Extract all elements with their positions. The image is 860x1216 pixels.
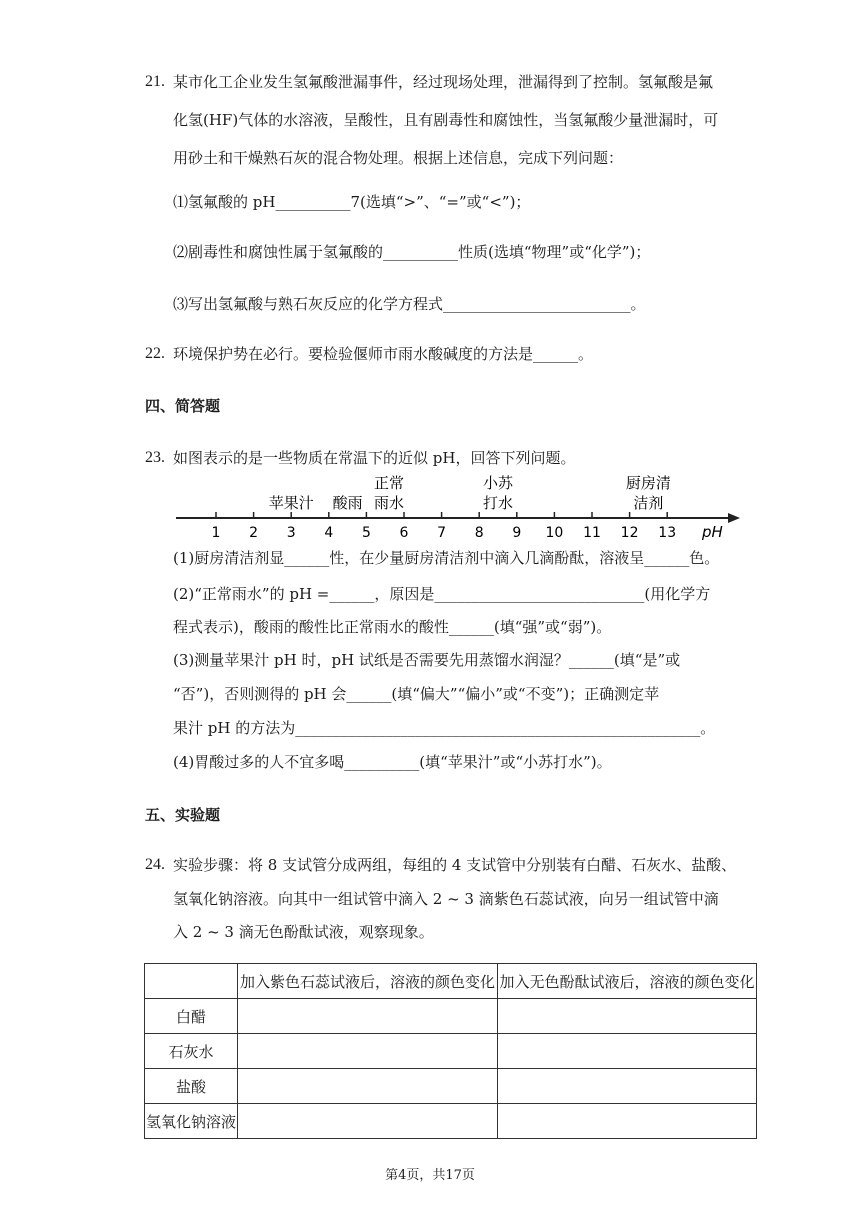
- answer-cell[interactable]: [498, 999, 757, 1034]
- answer-cell[interactable]: [498, 1034, 757, 1069]
- ph-substance-label: 正常: [373, 474, 404, 492]
- table-row-label: 氢氧化钠溶液: [145, 1104, 238, 1139]
- table-header-row: [145, 964, 757, 999]
- answer-cell[interactable]: [238, 1069, 498, 1104]
- question-text: 实验步骤：将 8 支试管分成两组，每组的 4 支试管中分别装有白醋、石灰水、盐酸、: [173, 856, 737, 874]
- ph-substance-label: 苹果汁: [268, 494, 314, 512]
- table-row-label: 石灰水: [145, 1034, 238, 1069]
- ph-tick-label: 12: [620, 525, 639, 541]
- section-heading: 四、简答题: [145, 397, 221, 415]
- question-text: 化氢(HF)气体的水溶液，呈酸性，且有剧毒性和腐蚀性，当氢氟酸少量泄漏时，可: [173, 111, 719, 129]
- question-text: 环境保护势在必行。要检验偃师市雨水酸碱度的方法是______。: [173, 345, 594, 363]
- ph-tick-label: 6: [399, 525, 409, 541]
- ph-tick-label: 1: [211, 525, 221, 541]
- answer-cell[interactable]: [238, 1034, 498, 1069]
- sub-question: (1)厨房清洁剂显______性，在少量厨房清洁剂中滴入几滴酚酞，溶液呈______色。: [173, 549, 720, 567]
- table-header-cell: 加入无色酚酞试液后，溶液的颜色变化: [498, 964, 757, 999]
- sub-question: ⑴氢氟酸的 pH__________7(选填“>”、“=”或“<”)；: [173, 193, 531, 211]
- answer-cell[interactable]: [498, 1069, 757, 1104]
- ph-substance-label: 厨房清: [625, 474, 671, 492]
- table-header-cell: [145, 964, 238, 999]
- ph-unit-label: pH: [702, 523, 723, 541]
- ph-tick-label: 11: [583, 525, 601, 541]
- ph-substance-label: 打水: [482, 494, 514, 512]
- ph-tick-label: 2: [249, 525, 259, 541]
- table-row: [145, 1034, 757, 1069]
- ph-label-group: [269, 474, 671, 512]
- table-header-cell: 加入紫色石蕊试液后，溶液的颜色变化: [238, 964, 498, 999]
- ph-tick-label: 10: [545, 525, 564, 541]
- table-row-label: 盐酸: [145, 1069, 238, 1104]
- section-heading: 五、实验题: [145, 806, 221, 824]
- question-text: 果汁 pH 的方法为______________________________________________________。: [173, 719, 716, 737]
- answer-cell[interactable]: [238, 1104, 498, 1139]
- ph-tick-label: 9: [512, 525, 522, 541]
- ph-tick-label: 8: [474, 525, 484, 541]
- sub-question: ⑵剧毒性和腐蚀性属于氢氟酸的__________性质(选填“物理”或“化学”)；: [173, 243, 651, 261]
- ph-substance-label: 洁剂: [633, 494, 664, 512]
- answer-cell[interactable]: [498, 1104, 757, 1139]
- question-number: 23.: [145, 449, 165, 466]
- table-row: [145, 999, 757, 1034]
- question-text: 用砂土和干燥熟石灰的混合物处理。根据上述信息，完成下列问题：: [173, 149, 624, 167]
- page-footer: 第4页，共17页: [385, 1168, 475, 1183]
- ph-substance-label: 雨水: [373, 494, 404, 512]
- answer-cell[interactable]: [238, 999, 498, 1034]
- question-number: 24.: [145, 856, 165, 873]
- ph-tick-label: 4: [324, 525, 334, 541]
- table-row: [145, 1104, 757, 1139]
- observation-table: [144, 963, 757, 1139]
- sub-question: ⑶写出氢氟酸与熟石灰反应的化学方程式_________________________。: [173, 295, 646, 313]
- ph-tick-label: 3: [286, 525, 296, 541]
- sub-question: (3)测量苹果汁 pH 时，pH 试纸是否需要先用蒸馏水润湿？______(填“是”或: [173, 651, 681, 669]
- question-number: 21.: [145, 73, 165, 90]
- question-text: 入 2 ~ 3 滴无色酚酞试液，观察现象。: [173, 923, 434, 941]
- ph-scale-figure: [170, 470, 750, 550]
- sub-question: (4)胃酸过多的人不宜多喝__________(填“苹果汁”或“小苏打水”)。: [173, 753, 612, 771]
- table-row-label: 白醋: [145, 999, 238, 1034]
- ph-tick-label: 7: [437, 525, 447, 541]
- ph-substance-label: 小苏: [482, 474, 514, 492]
- ph-substance-label: 酸雨: [332, 494, 363, 512]
- question-text: 某市化工企业发生氢氟酸泄漏事件，经过现场处理，泄漏得到了控制。氢氟酸是氟: [173, 73, 714, 91]
- question-number: 22.: [145, 345, 165, 362]
- question-text: 如图表示的是一些物质在常温下的近似 pH，回答下列问题。: [173, 449, 576, 467]
- ph-tick-label: 5: [361, 525, 371, 541]
- question-text: 程式表示)，酸雨的酸性比正常雨水的酸性______(填“强”或“弱”)。: [173, 618, 612, 636]
- table-row: [145, 1069, 757, 1104]
- question-text: 氢氧化钠溶液。向其中一组试管中滴入 2 ~ 3 滴紫色石蕊试液，向另一组试管中滴: [173, 890, 719, 908]
- sub-question: (2)“正常雨水”的 pH =______，原因是____________________________(用化学方: [173, 585, 711, 603]
- ph-axis-arrow: [728, 513, 740, 523]
- ph-tick-label: 13: [658, 525, 677, 541]
- question-text: “否”)，否则测得的 pH 会______(填“偏大”“偏小”或“不变”)；正确测定苹: [173, 685, 660, 703]
- ph-tick-group: [212, 512, 677, 541]
